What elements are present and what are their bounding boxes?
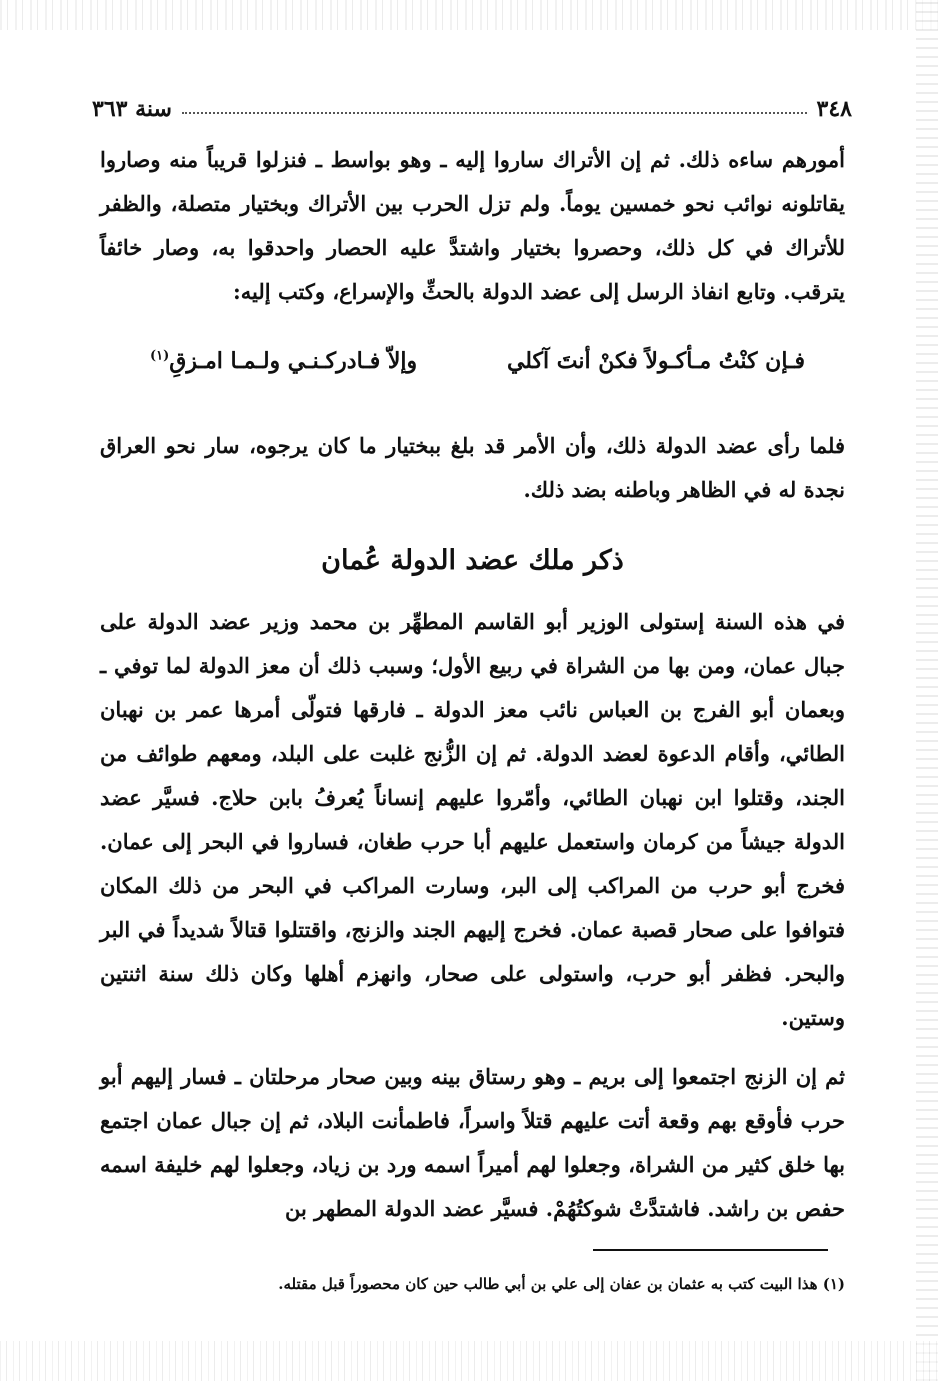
scan-edge-top — [0, 0, 938, 30]
verse-second-text: وإلاّ فـادركـنـي ولـمـا امـزقِ — [169, 348, 418, 374]
paragraph-3 — [100, 600, 845, 1040]
footnote: (١) هذا البيت كتب به عثمان بن عفان إلى علي بن أبي طالب حين كان محصوراً قبل مقتله. — [278, 1275, 845, 1293]
paragraph-4-text: ثم إن الزنج اجتمعوا إلى بريم ـ وهو رستاق بينه وبين صحار مرحلتان ـ فسار إليهم أبو حرب فأوقع بهم وقعة أتت عليهم قتلاً واسراً، فاطمأنت البلاد، ثم إن جبال عمان اجتمع بها خلق كثير من الشراة، وجعلوا لهم أميراً اسمه ورد بن زياد، وجعلوا لهم خليفة اسمه حفص بن راشد. فاشتدَّتْ شوكتُهُمْ. فسيَّر عضد الدولة المطهر بن — [100, 1064, 845, 1221]
header-year: سنة ٣٦٣ — [92, 96, 172, 122]
paragraph-2-text: فلما رأى عضد الدولة ذلك، وأن الأمر قد بلغ ببختيار ما كان يرجوه، سار نحو العراق نجدة له في الظاهر وباطنه بضد ذلك. — [100, 433, 845, 502]
scan-edge-bottom — [0, 1341, 938, 1381]
scan-edge-right — [916, 0, 938, 1381]
poetry-verse — [100, 348, 845, 374]
footnote-divider — [593, 1249, 828, 1251]
footnote-marker[interactable]: (١) — [150, 348, 170, 364]
verse-first-hemistich: فـإن كنْتُ مـأكـولاً فكنْ أنتَ آكلي — [506, 348, 805, 374]
paragraph-4 — [100, 1055, 845, 1231]
section-title: ذكر ملك عضد الدولة عُمان — [321, 545, 624, 576]
paragraph-3-text: في هذه السنة إستولى الوزير أبو القاسم المطهِّر بن محمد وزير عضد الدولة على جبال عمان، ومن بها من الشراة في ربيع الأول؛ وسبب ذلك أن معز الدولة لما توفي ـ وبعمان أبو الفرج بن العباس نائب معز الدولة ـ فارقها فتولّى أمرها عمر بن نهبان الطائي، وأقام الدعوة لعضد الدولة. ثم إن الزُّنج غلبت على البلد، ومعهم طوائف من الجند، وقتلوا ابن نهبان الطائي، وأمّروا عليهم إنساناً يُعرفُ بابن حلاج. فسيَّر عضد الدولة جيشاً من كرمان واستعمل عليهم أبا حرب طغان، فساروا في البحر إلى عمان. فخرج أبو حرب من المراكب إلى البر، وسارت المراكب في البحر من ذلك المكان فتوافوا على صحار قصبة عمان. فخرج إليهم الجند والزنج، واقتتلوا قتالاً شديداً في البر والبحر. فظفر أبو حرب، واستولى على صحار، وانهزم أهلها وكان ذلك سنة اثنتين وستين. — [100, 609, 845, 1030]
header-dotted-leader — [182, 112, 807, 114]
running-header — [92, 82, 852, 122]
page-number: ٣٤٨ — [816, 96, 852, 122]
paragraph-2 — [100, 424, 845, 512]
paragraph-1 — [100, 138, 845, 314]
verse-second-hemistich — [150, 348, 417, 374]
paragraph-1-text: أمورهم ساءه ذلك. ثم إن الأتراك ساروا إليه ـ وهو بواسط ـ فنزلوا قريباً منه وصاروا يقاتلونه نوائب نحو خمسين يوماً. ولم تزل الحرب بين الأتراك وبختيار متصلة، والظفر للأتراك في كل ذلك، وحصروا بختيار واشتدَّ عليه الحصار واحدقوا به، وصار خائفاً يترقب. وتابع انفاذ الرسل إلى عضد الدولة بالحثِّ والإسراع، وكتب إليه: — [100, 147, 845, 304]
